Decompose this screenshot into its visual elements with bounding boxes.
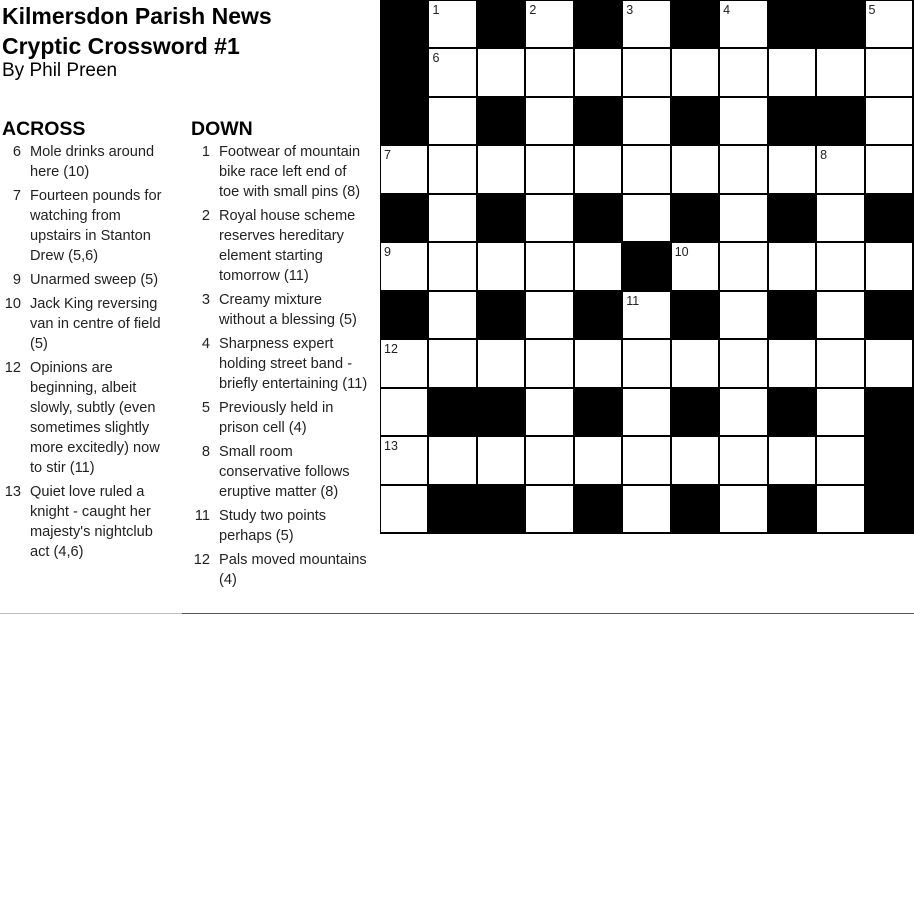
- grid-letter-cell[interactable]: [720, 49, 768, 97]
- cell-clue-number: 11: [626, 293, 640, 308]
- down-clue[interactable]: [191, 142, 373, 202]
- grid-block-cell: [672, 195, 720, 243]
- across-heading: ACROSS: [2, 118, 86, 140]
- grid-letter-cell[interactable]: [429, 49, 477, 97]
- grid-letter-cell[interactable]: [672, 146, 720, 194]
- clue-text: Pals moved mountains (4): [219, 552, 367, 588]
- clue-text: Previously held in prison cell (4): [219, 400, 334, 436]
- grid-letter-cell[interactable]: [429, 243, 477, 291]
- grid-block-cell: [575, 1, 623, 49]
- clue-number: 7: [12, 188, 21, 204]
- grid-letter-cell[interactable]: [672, 49, 720, 97]
- grid-letter-cell[interactable]: [526, 98, 574, 146]
- cell-clue-number: 1: [432, 3, 440, 17]
- grid-block-cell: [478, 1, 526, 49]
- grid-block-cell: [866, 195, 914, 243]
- across-clue[interactable]: [2, 142, 178, 182]
- grid-letter-cell[interactable]: [623, 49, 671, 97]
- clue-number: 6: [12, 144, 21, 160]
- grid-letter-cell[interactable]: [769, 340, 817, 388]
- divider-line: [0, 613, 182, 614]
- grid-letter-cell[interactable]: [720, 340, 768, 388]
- clue-text: Royal house scheme reserves hereditary element starting tomorrow (11): [219, 208, 356, 284]
- grid-letter-cell[interactable]: [526, 243, 574, 291]
- across-clue[interactable]: [2, 294, 178, 354]
- grid-letter-cell[interactable]: [720, 389, 768, 437]
- grid-letter-cell[interactable]: [526, 1, 574, 49]
- grid-block-cell: [866, 486, 914, 534]
- clue-number: 8: [201, 444, 210, 460]
- clue-number: 1: [201, 144, 210, 160]
- grid-letter-cell[interactable]: [381, 389, 429, 437]
- grid-block-cell: [817, 98, 865, 146]
- crossword-grid: [380, 0, 914, 534]
- grid-letter-cell[interactable]: [575, 146, 623, 194]
- down-clue[interactable]: [191, 334, 373, 394]
- grid-letter-cell[interactable]: [429, 292, 477, 340]
- grid-block-cell: [478, 486, 526, 534]
- grid-letter-cell[interactable]: [478, 243, 526, 291]
- grid-block-cell: [575, 389, 623, 437]
- cell-clue-number: 12: [384, 342, 398, 357]
- grid-letter-cell[interactable]: [817, 195, 865, 243]
- grid-letter-cell[interactable]: [720, 243, 768, 291]
- grid-letter-cell[interactable]: [575, 340, 623, 388]
- across-clue[interactable]: [2, 270, 178, 290]
- cell-clue-number: 2: [529, 3, 537, 17]
- down-clue[interactable]: [191, 398, 373, 438]
- cell-clue-number: 8: [820, 148, 828, 163]
- grid-letter-cell[interactable]: [817, 437, 865, 485]
- grid-block-cell: [575, 292, 623, 340]
- across-clues-section: [2, 117, 178, 566]
- grid-letter-cell[interactable]: [720, 98, 768, 146]
- grid-block-cell: [672, 486, 720, 534]
- grid-letter-cell[interactable]: [381, 243, 429, 291]
- grid-letter-cell[interactable]: [526, 486, 574, 534]
- down-heading: DOWN: [191, 118, 253, 140]
- grid-block-cell: [672, 292, 720, 340]
- grid-letter-cell[interactable]: [526, 389, 574, 437]
- grid-letter-cell[interactable]: [817, 389, 865, 437]
- grid-letter-cell[interactable]: [526, 437, 574, 485]
- grid-letter-cell[interactable]: [526, 340, 574, 388]
- grid-letter-cell[interactable]: [429, 437, 477, 485]
- grid-block-cell: [381, 98, 429, 146]
- grid-letter-cell[interactable]: [381, 340, 429, 388]
- grid-letter-cell[interactable]: [623, 195, 671, 243]
- across-clue[interactable]: [2, 186, 178, 266]
- grid-block-cell: [672, 98, 720, 146]
- grid-letter-cell[interactable]: [381, 437, 429, 485]
- grid-letter-cell[interactable]: [623, 98, 671, 146]
- divider-line: [182, 613, 914, 614]
- grid-letter-cell[interactable]: [575, 49, 623, 97]
- grid-block-cell: [478, 98, 526, 146]
- clue-text: Fourteen pounds for watching from upstairs in Stanton Drew (5,6): [30, 188, 162, 264]
- grid-block-cell: [769, 1, 817, 49]
- grid-block-cell: [769, 98, 817, 146]
- clue-number: 5: [201, 400, 210, 416]
- grid-block-cell: [381, 292, 429, 340]
- grid-letter-cell[interactable]: [623, 146, 671, 194]
- grid-letter-cell[interactable]: [478, 146, 526, 194]
- grid-letter-cell[interactable]: [623, 486, 671, 534]
- grid-letter-cell[interactable]: [720, 292, 768, 340]
- grid-block-cell: [575, 486, 623, 534]
- grid-block-cell: [817, 1, 865, 49]
- down-clue-list: [191, 142, 373, 590]
- down-clue[interactable]: [191, 442, 373, 502]
- clue-text: Jack King reversing van in centre of field (5): [30, 296, 161, 352]
- down-clue[interactable]: [191, 206, 373, 286]
- cell-clue-number: 5: [868, 3, 876, 17]
- grid-letter-cell[interactable]: [623, 437, 671, 485]
- clue-text: Footwear of mountain bike race left end of toe with small pins (8): [219, 144, 361, 200]
- grid-letter-cell[interactable]: [769, 146, 817, 194]
- grid-letter-cell[interactable]: [866, 340, 914, 388]
- clue-number: 2: [201, 208, 210, 224]
- cell-clue-number: 3: [626, 3, 634, 17]
- grid-block-cell: [381, 49, 429, 97]
- grid-block-cell: [381, 195, 429, 243]
- author-byline: By Phil Preen: [2, 60, 118, 81]
- grid-letter-cell[interactable]: [429, 146, 477, 194]
- grid-letter-cell[interactable]: [478, 340, 526, 388]
- clue-number: 4: [201, 336, 210, 352]
- cell-clue-number: 4: [723, 3, 731, 17]
- grid-letter-cell[interactable]: [526, 146, 574, 194]
- grid-letter-cell[interactable]: [720, 146, 768, 194]
- grid-block-cell: [575, 195, 623, 243]
- down-clue[interactable]: [191, 290, 373, 330]
- grid-letter-cell[interactable]: [526, 195, 574, 243]
- grid-letter-cell[interactable]: [672, 437, 720, 485]
- clue-number: 10: [4, 296, 21, 312]
- grid-letter-cell[interactable]: [381, 486, 429, 534]
- grid-letter-cell[interactable]: [720, 195, 768, 243]
- grid-block-cell: [769, 389, 817, 437]
- clue-text: Mole drinks around here (10): [30, 144, 155, 180]
- page-title: Kilmersdon Parish News: [2, 3, 272, 29]
- grid-letter-cell[interactable]: [866, 49, 914, 97]
- clue-number: 12: [193, 552, 210, 568]
- grid-block-cell: [769, 292, 817, 340]
- cell-clue-number: 13: [384, 439, 398, 454]
- grid-block-cell: [381, 1, 429, 49]
- clue-text: Sharpness expert holding street band - briefly entertaining (11): [219, 336, 368, 392]
- grid-letter-cell[interactable]: [817, 486, 865, 534]
- grid-block-cell: [769, 195, 817, 243]
- grid-letter-cell[interactable]: [769, 49, 817, 97]
- grid-letter-cell[interactable]: [429, 195, 477, 243]
- across-clue-list: [2, 142, 178, 562]
- down-clue[interactable]: [191, 506, 373, 546]
- grid-block-cell: [478, 195, 526, 243]
- grid-letter-cell[interactable]: [478, 49, 526, 97]
- cell-clue-number: 6: [432, 51, 440, 66]
- grid-letter-cell[interactable]: [720, 486, 768, 534]
- grid-letter-cell[interactable]: [817, 146, 865, 194]
- clue-number: 3: [201, 292, 210, 308]
- grid-letter-cell[interactable]: [623, 1, 671, 49]
- across-clue[interactable]: [2, 482, 178, 562]
- clue-text: Quiet love ruled a knight - caught her majesty's nightclub act (4,6): [30, 484, 153, 560]
- across-clue[interactable]: [2, 358, 178, 478]
- grid-letter-cell[interactable]: [429, 98, 477, 146]
- grid-letter-cell[interactable]: [866, 1, 914, 49]
- clue-text: Opinions are beginning, albeit slowly, subtly (even sometimes slightly more excitedly) now to stir (11): [30, 360, 160, 476]
- grid-letter-cell[interactable]: [817, 243, 865, 291]
- clue-text: Creamy mixture without a blessing (5): [219, 292, 357, 328]
- grid-letter-cell[interactable]: [623, 292, 671, 340]
- cell-clue-number: 9: [384, 245, 391, 260]
- grid-letter-cell[interactable]: [720, 437, 768, 485]
- cell-clue-number: 10: [674, 245, 689, 260]
- grid-letter-cell[interactable]: [429, 1, 477, 49]
- grid-letter-cell[interactable]: [478, 437, 526, 485]
- clue-number: 13: [4, 484, 21, 500]
- grid-block-cell: [672, 389, 720, 437]
- grid-letter-cell[interactable]: [429, 340, 477, 388]
- down-clues-section: [191, 117, 373, 594]
- grid-letter-cell[interactable]: [381, 146, 429, 194]
- clue-number: 9: [12, 272, 21, 288]
- grid-letter-cell[interactable]: [817, 292, 865, 340]
- clue-number: 12: [4, 360, 21, 376]
- grid-letter-cell[interactable]: [623, 340, 671, 388]
- crossword-title: Cryptic Crossword #1: [2, 33, 240, 59]
- grid-block-cell: [866, 389, 914, 437]
- grid-letter-cell[interactable]: [526, 49, 574, 97]
- grid-letter-cell[interactable]: [672, 340, 720, 388]
- grid-block-cell: [478, 292, 526, 340]
- grid-block-cell: [575, 98, 623, 146]
- grid-letter-cell[interactable]: [672, 243, 720, 291]
- grid-block-cell: [429, 389, 477, 437]
- grid-letter-cell[interactable]: [817, 49, 865, 97]
- grid-block-cell: [429, 486, 477, 534]
- cell-clue-number: 7: [384, 148, 391, 163]
- grid-letter-cell[interactable]: [575, 437, 623, 485]
- grid-block-cell: [866, 292, 914, 340]
- grid-block-cell: [478, 389, 526, 437]
- grid-letter-cell[interactable]: [817, 340, 865, 388]
- clue-text: Small room conservative follows eruptive matter (8): [219, 444, 350, 500]
- grid-letter-cell[interactable]: [769, 437, 817, 485]
- grid-block-cell: [672, 1, 720, 49]
- clue-number: 11: [194, 508, 210, 524]
- grid-block-cell: [866, 437, 914, 485]
- grid-letter-cell[interactable]: [526, 292, 574, 340]
- down-clue[interactable]: [191, 550, 373, 590]
- clue-text: Unarmed sweep (5): [30, 272, 159, 288]
- clues-panel: [0, 0, 380, 614]
- grid-letter-cell[interactable]: [866, 146, 914, 194]
- grid-letter-cell[interactable]: [575, 243, 623, 291]
- grid-letter-cell[interactable]: [866, 98, 914, 146]
- grid-letter-cell[interactable]: [866, 243, 914, 291]
- grid-letter-cell[interactable]: [720, 1, 768, 49]
- grid-letter-cell[interactable]: [623, 389, 671, 437]
- grid-block-cell: [769, 486, 817, 534]
- grid-block-cell: [623, 243, 671, 291]
- grid-letter-cell[interactable]: [769, 243, 817, 291]
- clue-text: Study two points perhaps (5): [219, 508, 327, 544]
